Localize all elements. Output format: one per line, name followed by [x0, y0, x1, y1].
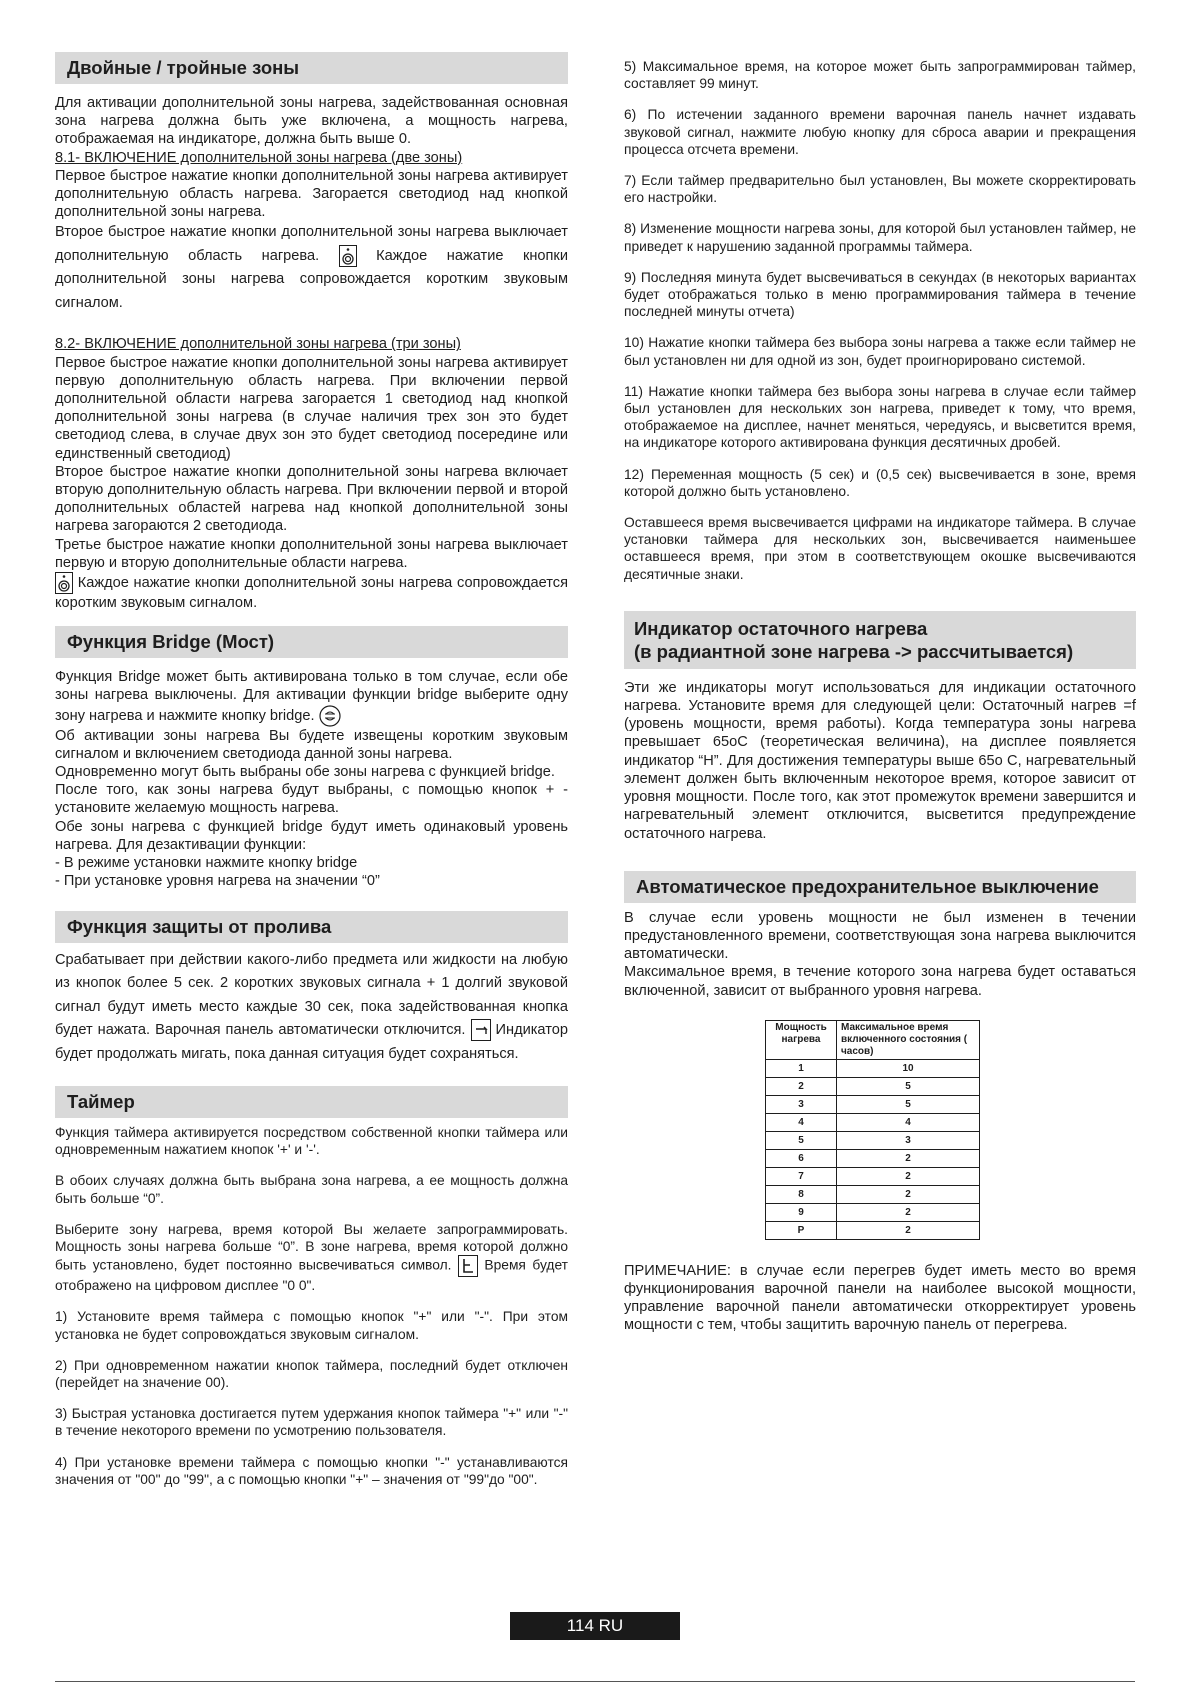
dual-zones-sub2-title: 8.2- ВКЛЮЧЕНИЕ дополнительной зоны нагрева (три зоны) [55, 336, 461, 353]
bridge-p5: Обе зоны нагрева с функцией bridge будут иметь одинаковый уровень нагрева. Для дезактивации функции: [55, 818, 568, 853]
dual-zones-sub1-text2-span: Второе быстрое нажатие кнопки дополнительной зоны нагрева выключает дополнительную область нагрева. [55, 224, 568, 264]
timer-p3-text: Выберите зону нагрева, время которой Вы желаете запрограммировать. Мощность зоны нагрева больше “0”. В зоне нагрева, время которой должно быть установлено, будет постоянно высвечиваться символ. [55, 1221, 568, 1273]
section-header-dual-zones: Двойные / тройные зоны [55, 52, 568, 84]
overheat-note: ПРИМЕЧАНИЕ: в случае если перегрев будет иметь место во время функционирования варочной панели на наиболее высокой мощности, управление варочной панели автоматически откорректирует уровень мощности с тем, чтобы защитить варочную панель от перегрева. [624, 1262, 1136, 1334]
cell-power-level: 3 [766, 1095, 837, 1113]
timer-p3 [55, 1221, 568, 1295]
cell-power-level: 9 [766, 1203, 837, 1221]
footer-divider [55, 1681, 1135, 1682]
timer-item-5: 5) Максимальное время, на которое может быть запрограммирован таймер, составляет 99 минут. [624, 59, 1136, 92]
timer-item-12: 12) Переменная мощность (5 сек) и (0,5 сек) высвечивается в зоне, время которой должно быть установлено. [624, 466, 1136, 499]
cell-max-hours: 2 [837, 1221, 980, 1239]
cell-power-level: 8 [766, 1185, 837, 1203]
spill-p1b-text: Индикатор будет продолжать мигать, пока данная ситуация будет сохраняться. [55, 1022, 568, 1062]
dual-zones-sub1-title: 8.1- ВКЛЮЧЕНИЕ дополнительной зоны нагрева (две зоны) [55, 149, 463, 166]
cell-power-level: 7 [766, 1167, 837, 1185]
cell-power-level: 5 [766, 1131, 837, 1149]
timer-item-2: 2) При одновременном нажатии кнопок таймера, последний будет отключен (перейдет на значение 00). [55, 1357, 568, 1391]
spill-p1-text: Срабатывает при действии какого-либо предмета или жидкости на любую из кнопок более 5 сек. 2 коротких звуковых сигнала + 1 долгий звуковой сигнал будут иметь место каждые 30 сек, пока задействованная кнопка будет нажата. Варочная панель автоматически отключится. [55, 951, 568, 1038]
bridge-key-icon [319, 705, 341, 727]
residual-title-line2: (в радиантной зоне нагрева -> рассчитывается) [634, 640, 1074, 662]
dual-zones-sub2-text3: Третье быстрое нажатие кнопки дополнительной зоны нагрева выключает первую и вторую дополнительные области нагрева. [55, 536, 568, 571]
bridge-deactivation-list [55, 854, 568, 890]
section-header-spill: Функция защиты от пролива [55, 911, 568, 943]
table-row [766, 1221, 980, 1239]
table-row [766, 1131, 980, 1149]
cell-max-hours: 5 [837, 1077, 980, 1095]
cell-max-hours: 3 [837, 1131, 980, 1149]
list-item: - При установке уровня нагрева на значении “0” [55, 873, 380, 890]
dual-zones-sub1-text3-span: Каждое нажатие кнопки дополнительной зоны нагрева сопровождается коротким звуковым сигналом. [55, 247, 568, 311]
cell-power-level: 2 [766, 1077, 837, 1095]
table-row [766, 1167, 980, 1185]
spill-lock-icon [471, 1019, 491, 1041]
timer-item-9: 9) Последняя минута будет высвечиваться в секундах (в некоторых вариантах будет отображаться только в меню программирования таймера в течение последней минуты отчета) [624, 269, 1136, 320]
dual-zones-sub1-text2 [55, 221, 568, 315]
cell-max-hours: 2 [837, 1149, 980, 1167]
timer-item-1: 1) Установите время таймера с помощью кнопок "+" или "-". При этом установка не будет сопровождаться звуковым сигналом. [55, 1309, 568, 1342]
cell-max-hours: 5 [837, 1095, 980, 1113]
table-row [766, 1185, 980, 1203]
bridge-p1 [55, 668, 568, 726]
cell-max-hours: 2 [837, 1203, 980, 1221]
timer-remaining: Оставшееся время высвечивается цифрами на индикаторе таймера. В случае установки таймера для нескольких зон, высвечивается наименьшее оставшееся время, при этом в соответствующем окошке высвечиваются десятичные знаки. [624, 515, 1136, 582]
dual-zones-sub2-text4: Каждое нажатие кнопки дополнительной зоны нагрева сопровождается коротким звуковым сигналом. [55, 574, 568, 612]
cell-max-hours: 2 [837, 1185, 980, 1203]
table-row [766, 1077, 980, 1095]
residual-text: Эти же индикаторы могут использоваться для индикации остаточного нагрева. Установите время для следующей цели: Остаточный нагрев =f (уровень мощности, время работы). Когда температура зоны нагрева превышает 65oC (теоретическая величина), на дисплее появляется индикатор “H”. Для достижения температуры выше 65o С, нагревательный элемент должен быть включенным некоторое время, которое зависит от уровня мощности. После того, как этот промежуток времени завершится и нагревательный элемент отключится, высветится предупреждение остаточного нагрева. [624, 679, 1136, 842]
cell-max-hours: 4 [837, 1113, 980, 1131]
dual-zones-sub2-text4-row [55, 572, 568, 612]
timer-item-3: 3) Быстрая установка достигается путем удержания кнопок таймера "+" или "-" в течение некоторого времени по усмотрению пользователя. [55, 1406, 568, 1439]
table-row [766, 1203, 980, 1221]
section-header-timer: Таймер [55, 1086, 568, 1118]
cell-max-hours: 10 [837, 1059, 980, 1077]
dual-zones-sub1-text: Первое быстрое нажатие кнопки дополнительной зоны нагрева активирует дополнительную область нагрева. Загорается светодиод над кнопкой дополнительной зоны нагрева. [55, 167, 568, 221]
bridge-p3: Одновременно могут быть выбраны обе зоны нагрева с функцией bridge. [55, 764, 555, 781]
section-header-bridge: Функция Bridge (Мост) [55, 626, 568, 658]
bridge-p2: Об активации зоны нагрева Вы будете извещены коротким звуковым сигналом и включением светодиода данной зоны нагрева. [55, 727, 568, 762]
left-column [55, 52, 568, 1488]
cell-power-level: 1 [766, 1059, 837, 1077]
timer-symbol-icon [458, 1255, 478, 1277]
table-row [766, 1149, 980, 1167]
list-item: - В режиме установки нажмите кнопку bridge [55, 855, 358, 872]
auto-off-table [765, 1020, 980, 1240]
bridge-p1-text: Функция Bridge может быть активирована только в том случае, если обе зоны нагрева выключены. Для активации функции bridge выберите одну зону нагрева и нажмите кнопку bridge. [55, 669, 568, 724]
timer-item-6: 6) По истечении заданного времени варочная панель начнет издавать звуковой сигнал, нажмите любую кнопку для сброса аварии и прекращения процесса отсчета времени. [624, 107, 1136, 157]
bridge-p4: После того, как зоны нагрева будут выбраны, с помощью кнопок + - установите желаемую мощность нагрева. [55, 782, 568, 817]
table-row [766, 1095, 980, 1113]
dual-zones-intro: Для активации дополнительной зоны нагрева, задействованная основная зона нагрева должна быть уже включена, а мощность нагрева, отображаемая на индикаторе, должна быть выше 0. [55, 95, 568, 148]
timer-item-11: 11) Нажатие кнопки таймера без выбора зоны нагрева в случае если таймер был установлен для нескольких зон нагрева, приведет к тому, что время, отображаемое на дисплее, начнет меняться, чередуясь, и высветится время, на индикаторе которого активирована функция десятичных дробей. [624, 383, 1136, 451]
section-header-auto-off: Автоматическое предохранительное выключение [624, 871, 1136, 903]
table-header-row [766, 1020, 980, 1059]
dual-zones-sub2-text: Первое быстрое нажатие кнопки дополнительной зоны нагрева активирует первую дополнительную область нагрева. При включении первой дополнительной области нагрева загорается 1 светодиод над кнопкой дополнительной зоны нагрева (в случае наличия трех зон это будет светодиод слева, в случае двух зон это будет светодиод посередине или единственный светодиод) [55, 354, 568, 462]
auto-off-p2: Максимальное время, в течение которого зона нагрева будет оставаться включенной, зависит от выбранного уровня нагрева. [624, 964, 1136, 999]
section-header-residual-heat [624, 611, 1136, 669]
timer-item-4: 4) При установке времени таймера с помощью кнопки "-" устанавливаются значения от "00" до "99", а с помощью кнопки "+" – значения от "99"до "00". [55, 1454, 568, 1487]
table-col-power: Мощность нагрева [766, 1020, 837, 1059]
table-body [766, 1059, 980, 1239]
spill-p1 [55, 949, 568, 1067]
cell-power-level: 6 [766, 1149, 837, 1167]
page-number-badge: 114 RU [510, 1612, 680, 1640]
table-row [766, 1059, 980, 1077]
right-column [624, 58, 1136, 1335]
dual-zones-sub2-text2: Второе быстрое нажатие кнопки дополнительной зоны нагрева включает вторую дополнительную область нагрева. При включении первой и второй дополнительных областей нагрева над кнопкой дополнительной зоны нагрева загораются 2 светодиода. [55, 463, 568, 535]
table-row [766, 1113, 980, 1131]
auto-off-p1: В случае если уровень мощности не был изменен в течении предустановленного времени, соответствующая зона нагрева выключится автоматически. [624, 909, 1136, 963]
timer-p3b-text: Время будет отображено на цифровом дисплее "0 0". [55, 1257, 568, 1294]
timer-p1: Функция таймера активируется посредством собственной кнопки таймера или одновременным нажатием кнопок '+' и '-'. [55, 1125, 568, 1158]
cell-max-hours: 2 [837, 1167, 980, 1185]
table-col-max-time: Максимальное время включенного состояния ( часов) [837, 1020, 980, 1059]
timer-item-10: 10) Нажатие кнопки таймера без выбора зоны нагрева а также если таймер не был установлен ни для одной из зон, будет проигнорировано системой. [624, 335, 1136, 368]
timer-item-8: 8) Изменение мощности нагрева зоны, для которой был установлен таймер, не приведет к нарушению заданной программы таймера. [624, 221, 1136, 254]
extra-zone-key-icon [55, 572, 73, 594]
timer-p2: В обоих случаях должна быть выбрана зона нагрева, а ее мощность должна быть больше “0”. [55, 1173, 568, 1206]
cell-power-level: P [766, 1221, 837, 1239]
residual-title-line1: Индикатор остаточного нагрева [634, 617, 928, 639]
timer-item-7: 7) Если таймер предварительно был установлен, Вы можете скорректировать его настройки. [624, 173, 1136, 206]
cell-power-level: 4 [766, 1113, 837, 1131]
extra-zone-key-icon [339, 245, 357, 267]
